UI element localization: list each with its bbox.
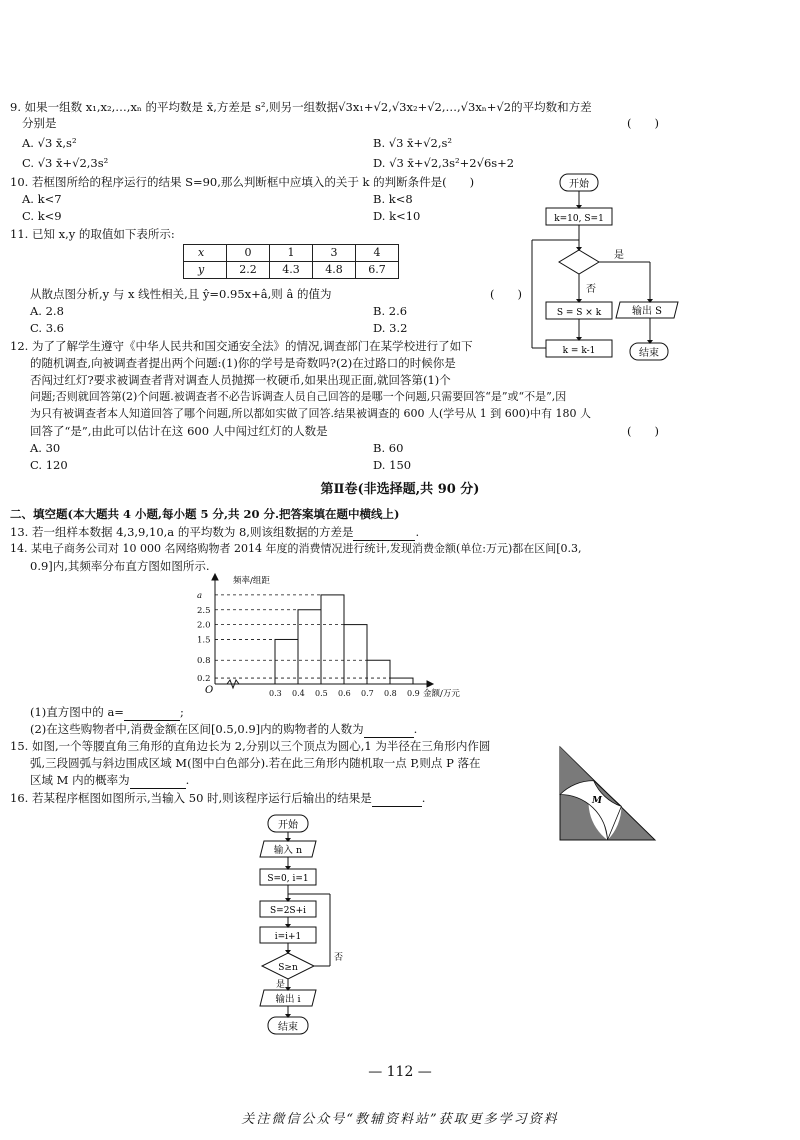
flowchart-doubling-diagram — [246, 810, 356, 1042]
q12-line4: 问题;否则就回答第(2)个问题.被调查者不必告诉调查人员自己回答的是哪一个问题,只需要回答“是”或“不是”,因 — [30, 390, 567, 403]
histogram-y-tick: a — [197, 590, 203, 601]
histogram-x-axis-label: 金额/万元 — [423, 689, 460, 699]
y-axis-arrow — [212, 574, 218, 580]
histogram-bar — [390, 678, 413, 684]
q14-line2: 0.9]内,其频率分布直方图如图所示. — [30, 559, 210, 573]
q14-sub2 — [30, 721, 417, 738]
q14-line1: 14. 某电子商务公司对 10 000 名网络购物者 2014 年度的消费情况进行统计,发现消费金额(单位:万元)都在区间[0.3, — [10, 542, 582, 555]
q9-stem-line1: 9. 如果一组数 x₁,x₂,…,xₙ 的平均数是 x̄,方差是 s²,则另一组数据√3x₁+√2,√3x₂+√2,…,√3xₙ+√2的平均数和方差 — [10, 100, 592, 114]
region-m-label: M — [592, 796, 602, 806]
q11-option-b: B. 2.6 — [373, 304, 408, 318]
table-cell: 2.2 — [227, 262, 270, 279]
fc1-no-label: 否 — [586, 284, 596, 295]
fc2-start-label: 开始 — [278, 820, 298, 831]
q16-answer-blank[interactable] — [372, 790, 422, 807]
q15-line3-text: 区域 M 内的概率为 — [30, 773, 130, 787]
fc2-yes-label: 是 — [276, 980, 286, 990]
histogram-x-tick: 0.6 — [338, 689, 351, 698]
q11-option-a: A. 2.8 — [30, 304, 64, 318]
table-row — [184, 262, 399, 279]
fc2-condition-label: S≥n — [278, 963, 298, 973]
q13-text: 13. 若一组样本数据 4,3,9,10,a 的平均数为 8,则该组数据的方差是 — [10, 525, 354, 539]
histogram-bar — [298, 610, 321, 684]
q12-option-a: A. 30 — [30, 441, 61, 455]
q15-line1: 15. 如图,一个等腰直角三角形的直角边长为 2,分别以三个顶点为圆心,1 为半径在三角形内作圆 — [10, 739, 491, 753]
histogram-bar — [321, 595, 344, 684]
fc2-output-label: 输出 i — [275, 994, 301, 1005]
q12-line3: 否闯过红灯?要求被调查者背对调查人员抛掷一枚硬币,如果出现正面,就回答第(1)个 — [30, 373, 451, 387]
fc1-init-label: k=10, S=1 — [554, 214, 604, 224]
q16-text: 16. 若某程序框图如图所示,当输入 50 时,则该程序运行后输出的结果是 — [10, 791, 372, 805]
xy-value-table — [183, 244, 399, 279]
histogram-origin-label: O — [205, 685, 214, 696]
triangle-arc-figure — [558, 745, 658, 845]
fc2-input-label: 输入 n — [273, 845, 303, 856]
q14-sub1-blank[interactable] — [124, 704, 180, 721]
q12-line1: 12. 为了了解学生遵守《中华人民共和国交通安全法》的情况,调查部门在某学校进行了如下 — [10, 339, 473, 353]
table-cell: 6.7 — [356, 262, 399, 279]
histogram-x-tick: 0.5 — [315, 689, 328, 698]
table-cell: 0 — [227, 245, 270, 262]
table-cell: x — [184, 245, 227, 262]
q15-answer-blank[interactable] — [130, 772, 186, 789]
histogram-bar — [344, 625, 367, 684]
q9-answer-paren: ( ) — [627, 116, 659, 130]
fc1-end-label: 结束 — [639, 348, 659, 359]
histogram-x-tick: 0.9 — [407, 689, 420, 698]
q12-line5: 为只有被调查者本人知道回答了哪个问题,所以都如实做了回答.结果被调查的 600 人(学号从 1 到 600)中有 180 人 — [30, 407, 592, 420]
q16-stem — [10, 790, 425, 807]
q10-stem: 10. 若框图所给的程序运行的结果 S=90,那么判断框中应填入的关于 k 的判断条件是( ) — [10, 175, 475, 189]
histogram-y-tick: 0.8 — [197, 656, 211, 667]
q14-sub2-end: . — [413, 722, 418, 736]
section-title: 第Ⅱ卷(非选择题,共 90 分) — [320, 482, 480, 497]
q13-stem — [10, 524, 419, 541]
q12-line2: 的随机调查,向被调查者提出两个问题:(1)你的学号是奇数吗?(2)在过路口的时候你是 — [30, 356, 456, 370]
q15-end: . — [185, 773, 190, 787]
histogram-y-axis-label: 频率/组距 — [233, 576, 270, 586]
q13-end: . — [415, 525, 420, 539]
fc1-start-label: 开始 — [569, 179, 589, 190]
q10-option-c: C. k<9 — [22, 209, 62, 223]
q9-option-c: C. √3 x̄+√2,3s² — [22, 156, 109, 170]
q9-option-d: D. √3 x̄+√2,3s²+2√6s+2 — [373, 156, 515, 170]
q14-sub2-blank[interactable] — [364, 721, 414, 738]
x-axis-arrow — [427, 681, 433, 687]
q13-answer-blank[interactable] — [353, 524, 415, 541]
fc2-no-label: 否 — [334, 953, 344, 963]
fc1-output-label: 输出 S — [631, 306, 663, 317]
fc2-init-label: S=0, i=1 — [267, 874, 309, 884]
fc1-yes-label: 是 — [614, 250, 624, 261]
q11-option-d: D. 3.2 — [373, 321, 408, 335]
frequency-histogram — [195, 572, 485, 704]
histogram-y-tick: 1.5 — [197, 635, 211, 646]
fc1-decrement-label: k = k-1 — [562, 346, 596, 356]
q12-answer-paren: ( ) — [627, 424, 659, 438]
histogram-bar — [275, 639, 298, 684]
q10-option-b: B. k<8 — [373, 192, 413, 206]
table-cell: 4.8 — [313, 262, 356, 279]
table-cell: 3 — [313, 245, 356, 262]
table-cell: 4 — [356, 245, 399, 262]
histogram-y-tick: 2.5 — [197, 605, 211, 616]
histogram-y-tick: 0.2 — [197, 674, 211, 685]
q9-option-b: B. √3 x̄+√2,s² — [373, 136, 452, 150]
q12-option-c: C. 120 — [30, 458, 68, 472]
fc2-update-s-label: S=2S+i — [269, 906, 307, 916]
q12-option-b: B. 60 — [373, 441, 404, 455]
q11-stem: 11. 已知 x,y 的取值如下表所示: — [10, 227, 175, 241]
q14-sub1 — [30, 704, 184, 721]
q11-answer-paren: ( ) — [490, 287, 522, 301]
histogram-x-tick: 0.8 — [384, 689, 397, 698]
fc2-end-label: 结束 — [278, 1022, 298, 1033]
fc1-multiply-label: S = S × k — [556, 308, 602, 318]
q16-end: . — [421, 791, 426, 805]
histogram-x-tick: 0.7 — [361, 689, 374, 698]
q12-line6: 回答了“是”,由此可以估计在这 600 人中闯过红灯的人数是 — [30, 424, 328, 438]
footer-note: 关注微信公众号“教辅资料站”获取更多学习资料 — [241, 1112, 559, 1127]
q15-line3 — [30, 772, 189, 789]
fc1-decision-diamond — [559, 250, 599, 274]
fc2-update-i-label: i=i+1 — [274, 932, 302, 942]
q11-stem2: 从散点图分析,y 与 x 线性相关,且 ŷ=0.95x+â,则 â 的值为 — [30, 287, 332, 301]
table-cell: 4.3 — [270, 262, 313, 279]
q10-option-d: D. k<10 — [373, 209, 421, 223]
q14-sub1-end: ; — [179, 705, 184, 719]
flowchart-loop-diagram — [520, 168, 680, 368]
table-cell: 1 — [270, 245, 313, 262]
histogram-bar — [367, 660, 390, 684]
table-row — [184, 245, 399, 262]
q14-sub1-text: (1)直方图中的 a= — [30, 705, 124, 719]
table-cell: y — [184, 262, 227, 279]
histogram-y-tick: 2.0 — [197, 620, 211, 631]
q9-option-a: A. √3 x̄,s² — [22, 136, 77, 150]
histogram-x-tick: 0.3 — [269, 689, 282, 698]
q15-line2: 弧,三段圆弧与斜边围成区域 M(图中白色部分).若在此三角形内随机取一点 P,则点 P 落在 — [30, 756, 481, 770]
histogram-x-tick: 0.4 — [292, 689, 305, 698]
q14-sub2-text: (2)在这些购物者中,消费金额在区间[0.5,0.9]内的购物者的人数为 — [30, 722, 364, 736]
section-heading: 二、填空题(本大题共 4 小题,每小题 5 分,共 20 分.把答案填在题中横线上) — [10, 507, 400, 521]
page-number: — 112 — — [368, 1064, 432, 1080]
q9-stem-line2: 分别是 — [22, 116, 57, 130]
q12-option-d: D. 150 — [373, 458, 412, 472]
q10-option-a: A. k<7 — [22, 192, 62, 206]
q11-option-c: C. 3.6 — [30, 321, 64, 335]
